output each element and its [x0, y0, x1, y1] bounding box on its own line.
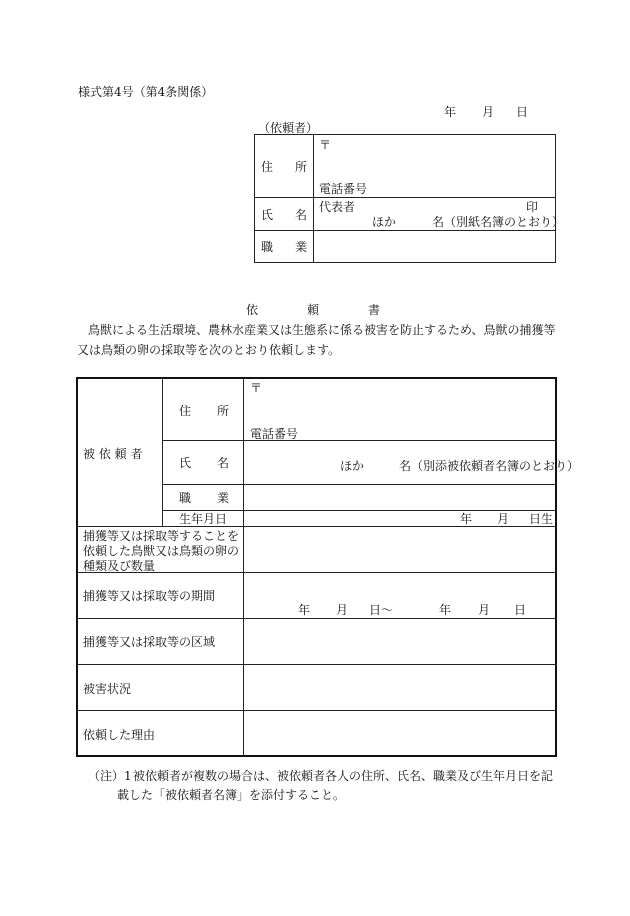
- requestee-name-label-1: 氏: [179, 455, 192, 470]
- note-line-2: 載した「被依頼者名簿」を添付すること。: [117, 788, 346, 802]
- requester-address-field[interactable]: [314, 135, 556, 198]
- requester-phone-label: 電話番号: [319, 182, 368, 196]
- requester-others-label: ほか: [372, 215, 397, 229]
- requester-address-label-1: 住: [261, 160, 274, 174]
- period-label: 捕獲等又は採取等の期間: [83, 588, 216, 603]
- requester-name-label-2: 名: [295, 208, 308, 222]
- period-end-month: 月: [478, 602, 491, 617]
- period-end-year: 年: [439, 602, 452, 617]
- reason-field[interactable]: [244, 710, 557, 756]
- species-label-line-2: 依頼した鳥獣又は鳥類の卵の: [83, 543, 240, 558]
- requester-name-label-cell: [255, 198, 314, 231]
- requester-table: [254, 134, 565, 263]
- requestee-occupation-label-2: 業: [217, 490, 230, 505]
- requestee-address-label-2: 所: [217, 404, 230, 418]
- requester-seal-label: 印: [526, 200, 539, 214]
- requester-others-note: 名（別紙名簿のとおり）: [432, 215, 565, 229]
- title-char-3: 書: [368, 303, 381, 317]
- requestee-address-label-1: 住: [179, 404, 192, 418]
- species-label-line-3: 種類及び数量: [83, 558, 156, 573]
- damage-label-cell: [77, 664, 244, 710]
- requestee-others-note: 名（別添被依頼者名簿のとおり）: [399, 458, 580, 473]
- requestee-phone-label: 電話番号: [250, 427, 299, 441]
- requestee-name-label-cell: [163, 440, 244, 484]
- area-label-cell: [77, 618, 244, 664]
- period-label-cell: [77, 572, 244, 618]
- period-start-day: 日～: [369, 602, 394, 617]
- requester-occupation-label-1: 職: [261, 240, 274, 254]
- intro-line-1: 鳥獣による生活環境、農林水産業又は生態系に係る被害を防止するため、鳥獣の捕獲等: [88, 323, 556, 337]
- period-field[interactable]: [244, 572, 557, 618]
- birth-year: 年: [460, 511, 473, 526]
- requestee-name-field[interactable]: [244, 440, 580, 484]
- requester-address-label-cell: [255, 135, 314, 198]
- damage-field[interactable]: [244, 664, 557, 710]
- intro-line-2: 又は鳥類の卵の採取等を次のとおり依頼します。: [77, 343, 341, 357]
- birth-day: 日生: [529, 511, 554, 526]
- area-label: 捕獲等又は採取等の区域: [83, 634, 216, 649]
- requester-name-field[interactable]: [314, 198, 565, 231]
- requestee-birthdate-field[interactable]: [244, 510, 557, 526]
- title-char-1: 依: [246, 303, 259, 317]
- requestee-label: 被 依 頼 者: [83, 447, 143, 461]
- requester-representative-label: 代表者: [319, 200, 356, 214]
- requestee-postal-mark: 〒: [250, 381, 263, 395]
- requestee-occupation-label-1: 職: [179, 490, 192, 505]
- damage-label: 被害状況: [83, 681, 132, 696]
- requester-name-label-1: 氏: [261, 208, 274, 222]
- requestee-table: [76, 377, 580, 757]
- note-prefix: （注）1: [88, 769, 132, 783]
- title-char-2: 頼: [307, 303, 320, 317]
- requester-address-label-2: 所: [295, 160, 308, 174]
- requestee-others-label: ほか: [340, 458, 365, 473]
- requester-occupation-label-cell: [255, 231, 314, 263]
- form-number: 様式第4号（第4条関係）: [78, 85, 214, 99]
- requestee-birthdate-label: 生年月日: [179, 511, 228, 526]
- requester-label: （依頼者）: [258, 121, 319, 135]
- species-label-cell: [77, 526, 244, 572]
- requester-occupation-field[interactable]: [314, 231, 556, 263]
- period-start-year: 年: [298, 602, 311, 617]
- period-end-day: 日: [514, 602, 527, 617]
- requestee-address-label-cell: [163, 378, 244, 440]
- birth-month: 月: [497, 511, 510, 526]
- requestee-name-label-2: 名: [217, 455, 230, 470]
- requestee-address-field[interactable]: [244, 378, 557, 440]
- reason-label: 依頼した理由: [83, 727, 156, 742]
- requester-occupation-label-2: 業: [295, 240, 308, 254]
- date-month: 月: [482, 105, 495, 119]
- species-label-line-1: 捕獲等又は採取等することを: [83, 528, 240, 543]
- area-field[interactable]: [244, 618, 557, 664]
- requester-postal-mark: 〒: [319, 138, 332, 152]
- requestee-occupation-field[interactable]: [244, 484, 557, 510]
- period-start-month: 月: [336, 602, 349, 617]
- date-year: 年: [444, 105, 457, 119]
- requestee-label-cell: [77, 378, 163, 526]
- species-field[interactable]: [244, 526, 557, 572]
- date-day: 日: [516, 105, 529, 119]
- requestee-occupation-label-cell: [163, 484, 244, 510]
- note-line-1: 被依頼者が複数の場合は、被依頼者各人の住所、氏名、職業及び生年月日を記: [133, 769, 554, 783]
- reason-label-cell: [77, 710, 244, 756]
- requestee-birthdate-label-cell: [163, 510, 244, 526]
